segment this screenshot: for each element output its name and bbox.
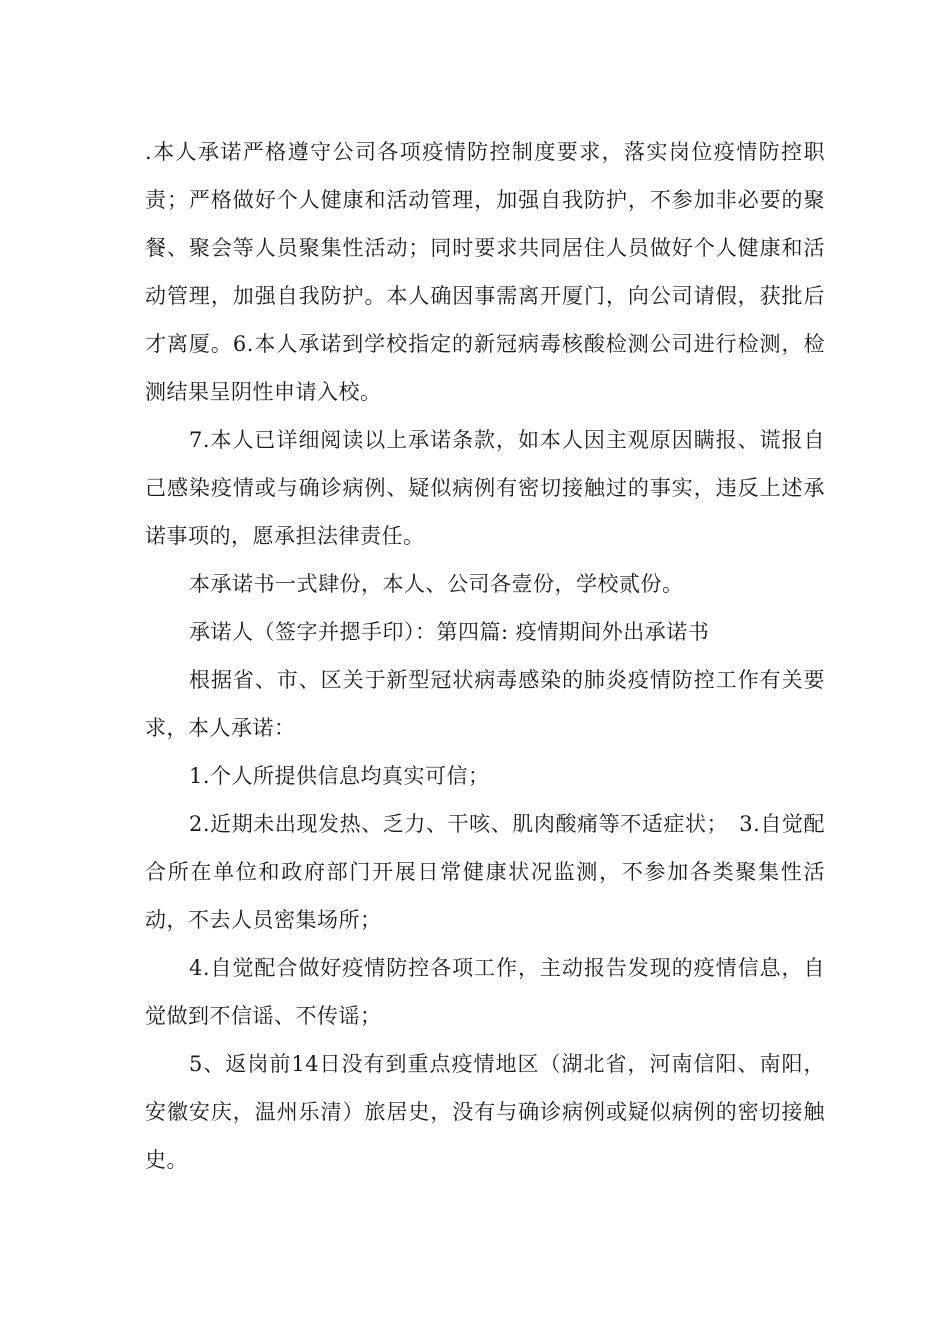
paragraph-item-1: 1.个人所提供信息均真实可信； bbox=[189, 764, 490, 788]
paragraph-intro: 根据省、市、区关于新型冠状病毒感染的肺炎疫情防控工作有关要求，本人承诺： bbox=[145, 668, 825, 740]
paragraph-item-2-3: 2.近期未出现发热、乏力、干咳、肌肉酸痛等不适症状； 3.自觉配合所在单位和政府部门开展日常健康状况监测，不参加各类聚集性活动，不去人员密集场所； bbox=[145, 812, 825, 932]
paragraph-item-5: 5、返岗前14日没有到重点疫情地区（湖北省，河南信阳、南阳，安徽安庆，温州乐清）旅居史，没有与确诊病例或疑似病例的密切接触史。 bbox=[145, 1052, 825, 1172]
paragraph-copies: 本承诺书一式肆份，本人、公司各壹份，学校贰份。 bbox=[189, 572, 684, 596]
paragraph-signer-heading: 承诺人（签字并摁手印）：第四篇: 疫情期间外出承诺书 bbox=[189, 620, 710, 644]
document-body bbox=[145, 128, 825, 1184]
paragraph-commitment-7: 7.本人已详细阅读以上承诺条款，如本人因主观原因瞒报、谎报自己感染疫情或与确诊病例、疑似病例有密切接触过的事实，违反上述承诺事项的，愿承担法律责任。 bbox=[145, 428, 825, 548]
paragraph-item-4: 4.自觉配合做好疫情防控各项工作，主动报告发现的疫情信息，自觉做到不信谣、不传谣； bbox=[145, 956, 825, 1028]
paragraph-commitment-rules: .本人承诺严格遵守公司各项疫情防控制度要求，落实岗位疫情防控职责；严格做好个人健康和活动管理，加强自我防护，不参加非必要的聚餐、聚会等人员聚集性活动；同时要求共同居住人员做好个人健康和活动管理，加强自我防护。本人确因事需离开厦门，向公司请假，获批后才离厦。6.本人承诺到学校指定的新冠病毒核酸检测公司进行检测，检测结果呈阴性申请入校。 bbox=[145, 140, 825, 404]
